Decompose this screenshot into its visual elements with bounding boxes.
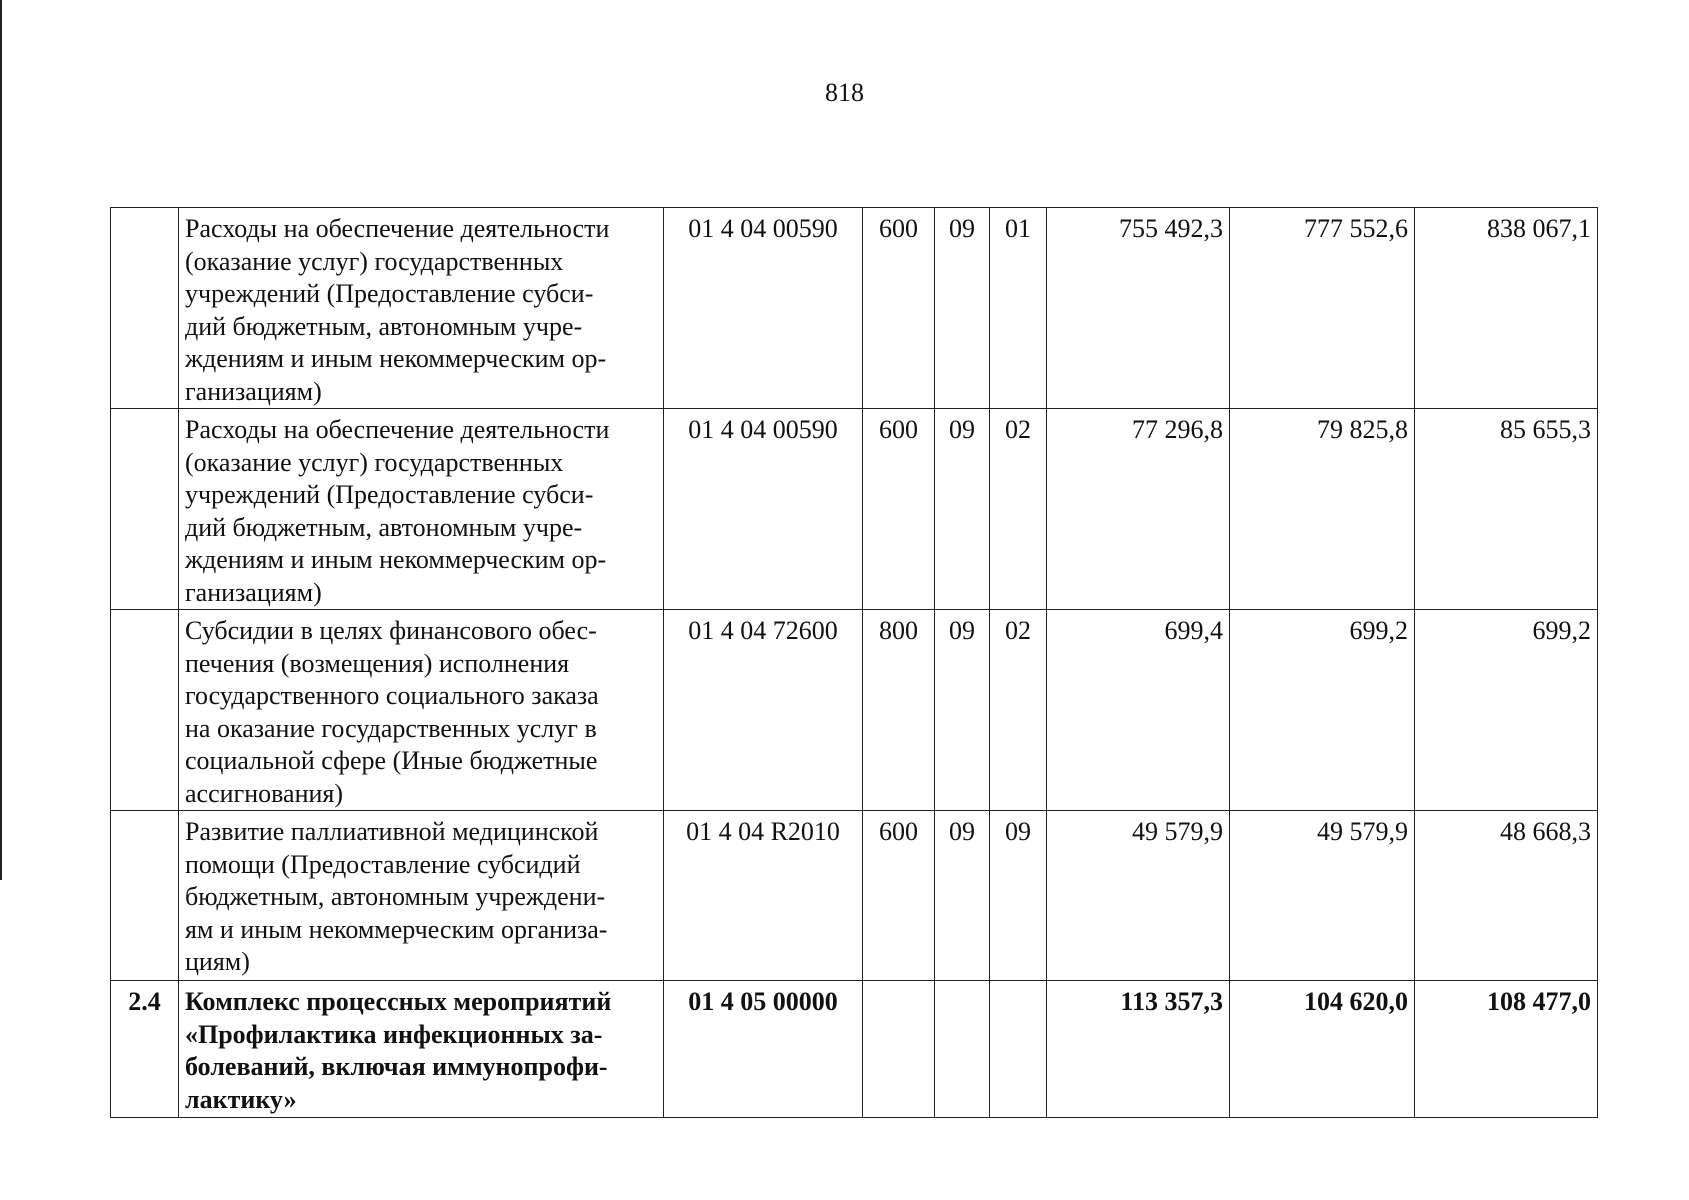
expense-name-line: (оказание услуг) государственных xyxy=(185,447,564,477)
expense-type-cell: 600 xyxy=(863,208,935,409)
amount-year1-cell: 49 579,9 xyxy=(1047,811,1230,981)
expense-name-line: дий бюджетным, автономным учре- xyxy=(185,311,583,341)
subsection-cell: 02 xyxy=(990,610,1047,811)
expense-name-cell xyxy=(179,610,664,811)
amount-year1-cell: 699,4 xyxy=(1047,610,1230,811)
amount-year1-cell: 113 357,3 xyxy=(1047,981,1230,1118)
subsection-cell xyxy=(990,981,1047,1118)
expense-name-line: (оказание услуг) государственных xyxy=(185,246,564,276)
expense-name-line: Субсидии в целях финансового обес- xyxy=(185,616,597,645)
amount-year1-cell: 755 492,3 xyxy=(1047,208,1230,409)
expense-name-line: дий бюджетным, автономным учре- xyxy=(185,512,583,542)
table-body xyxy=(111,208,1598,1118)
section-cell: 09 xyxy=(935,208,990,409)
expense-name-cell xyxy=(179,811,664,981)
target-article-code-cell: 01 4 04 00590 xyxy=(664,208,863,409)
expense-name-line: Развитие паллиативной медицинской xyxy=(185,817,599,846)
expense-name-line: Расходы на обеспечение деятельности xyxy=(185,214,610,243)
amount-year3-cell: 699,2 xyxy=(1415,610,1598,811)
amount-year2-cell: 777 552,6 xyxy=(1230,208,1415,409)
expense-name-cell xyxy=(179,409,664,610)
expense-name-line: на оказание государственных услуг в xyxy=(185,713,597,743)
expense-name-line: болеваний, включая иммунопрофи- xyxy=(185,1052,608,1081)
expense-name-line: социальной сфере (Иные бюджетные xyxy=(185,746,598,775)
row-number-cell xyxy=(111,811,179,981)
table-row xyxy=(111,208,1598,409)
page-number: 818 xyxy=(825,78,864,107)
expense-name-cell xyxy=(179,208,664,409)
expense-name-line: учреждений (Предоставление субси- xyxy=(185,480,594,509)
expense-name-line: ждениям и иным некоммерческим ор- xyxy=(185,545,607,574)
expense-name-line: государственного социального заказа xyxy=(185,681,599,710)
table-row xyxy=(111,981,1598,1118)
section-cell: 09 xyxy=(935,409,990,610)
expense-type-cell: 800 xyxy=(863,610,935,811)
amount-year3-cell: 838 067,1 xyxy=(1415,208,1598,409)
expense-name-line: печения (возмещения) исполнения xyxy=(185,648,570,678)
target-article-code-cell: 01 4 04 R2010 xyxy=(664,811,863,981)
table-row xyxy=(111,409,1598,610)
page-left-edge xyxy=(0,0,2,880)
target-article-code-cell: 01 4 04 72600 xyxy=(664,610,863,811)
expense-name-line: ганизациям) xyxy=(185,577,322,607)
expense-name-line: ждениям и иным некоммерческим ор- xyxy=(185,344,607,373)
row-number-cell: 2.4 xyxy=(111,981,179,1118)
section-cell: 09 xyxy=(935,610,990,811)
row-number-cell xyxy=(111,610,179,811)
expense-name-line: Расходы на обеспечение деятельности xyxy=(185,415,610,444)
section-cell xyxy=(935,981,990,1118)
amount-year3-cell: 48 668,3 xyxy=(1415,811,1598,981)
target-article-code-cell: 01 4 04 00590 xyxy=(664,409,863,610)
expense-name-line: циям) xyxy=(185,947,250,976)
amount-year3-cell: 85 655,3 xyxy=(1415,409,1598,610)
expense-type-cell xyxy=(863,981,935,1118)
amount-year2-cell: 104 620,0 xyxy=(1230,981,1415,1118)
subsection-cell: 01 xyxy=(990,208,1047,409)
amount-year1-cell: 77 296,8 xyxy=(1047,409,1230,610)
subsection-cell: 09 xyxy=(990,811,1047,981)
amount-year2-cell: 49 579,9 xyxy=(1230,811,1415,981)
amount-year2-cell: 79 825,8 xyxy=(1230,409,1415,610)
expense-name-line: учреждений (Предоставление субси- xyxy=(185,279,594,308)
section-cell: 09 xyxy=(935,811,990,981)
expense-name-cell xyxy=(179,981,664,1118)
row-number-cell xyxy=(111,208,179,409)
amount-year3-cell: 108 477,0 xyxy=(1415,981,1598,1118)
row-number-cell xyxy=(111,409,179,610)
target-article-code-cell: 01 4 05 00000 xyxy=(664,981,863,1118)
subsection-cell: 02 xyxy=(990,409,1047,610)
table-row xyxy=(111,610,1598,811)
budget-table xyxy=(110,207,1598,1118)
expense-name-line: ганизациям) xyxy=(185,376,322,406)
amount-year2-cell: 699,2 xyxy=(1230,610,1415,811)
expense-name-line: ям и иным некоммерческим организа- xyxy=(185,914,608,944)
table-row xyxy=(111,811,1598,981)
expense-name-line: Комплекс процессных мероприятий xyxy=(185,987,612,1016)
expense-type-cell: 600 xyxy=(863,811,935,981)
expense-name-line: ассигнования) xyxy=(185,778,344,808)
expense-type-cell: 600 xyxy=(863,409,935,610)
expense-name-line: бюджетным, автономным учреждени- xyxy=(185,882,606,911)
expense-name-line: помощи (Предоставление субсидий xyxy=(185,849,581,879)
expense-name-line: «Профилактика инфекционных за- xyxy=(185,1019,603,1049)
expense-name-line: лактику» xyxy=(185,1084,297,1114)
